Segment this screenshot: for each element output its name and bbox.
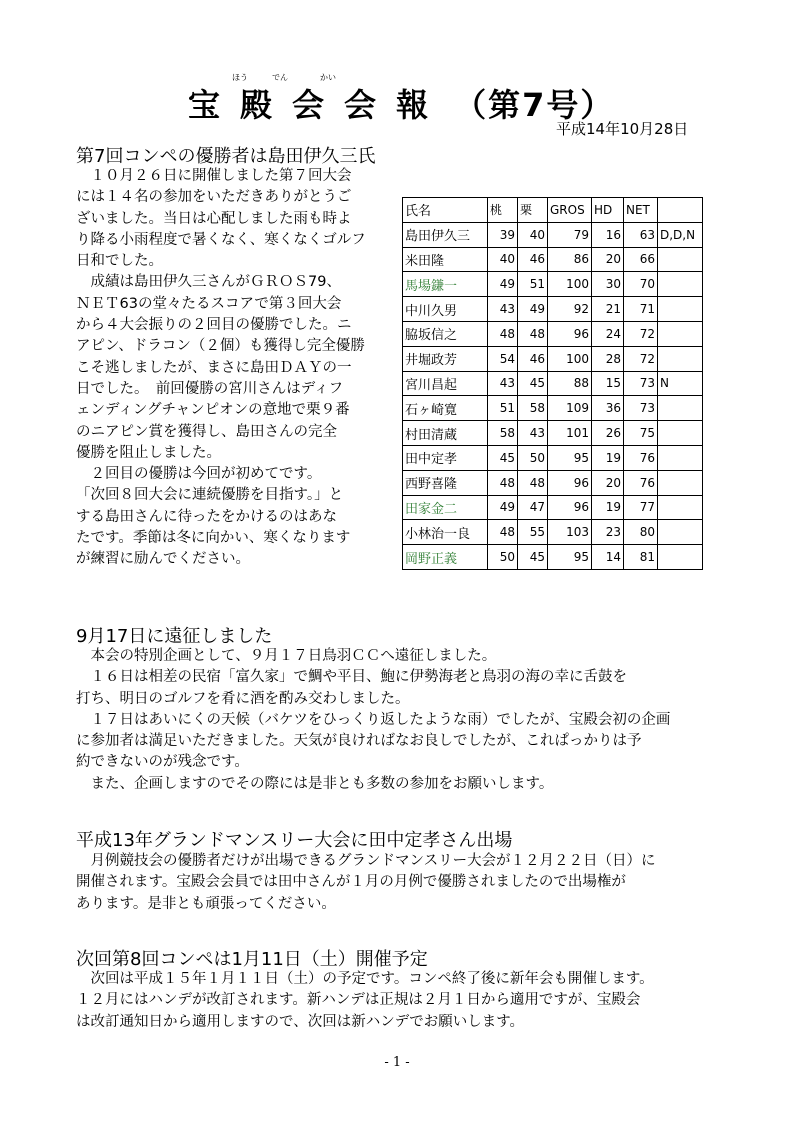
article3-heading: 平成13年グランドマンスリー大会に田中定孝さん出場 [76,830,513,851]
cell-hd: 30 [592,272,624,297]
cell-hd: 20 [592,247,624,272]
cell-net: 66 [624,247,658,272]
cell-hd: 14 [592,545,624,570]
article1-line: り降る小雨程度で暑くなく、寒くなくゴルフ [76,231,366,248]
cell-kuri: 58 [518,396,548,421]
cell-net: 63 [624,222,658,247]
article1-line: １０月２６日に開催しました第７回大会 [76,168,352,184]
article1-line: から４大会振りの２回目の優勝でした。ニ [76,317,352,334]
ruby-den: でん [272,73,288,82]
article1-line: 日和でした。 [76,253,163,270]
cell-gros: 101 [548,421,592,446]
table-row [403,346,703,371]
article3-line: あります。是非とも頑張ってください。 [76,895,336,912]
cell-note [658,346,703,371]
cell-hd: 26 [592,421,624,446]
cell-momo: 48 [488,321,518,346]
cell-momo: 40 [488,247,518,272]
cell-name: 村田清蔵 [403,421,488,446]
article1-line: ざいました。当日は心配しました雨も時よ [76,210,352,227]
article2-line: また、企画しますのでその際には是非とも多数の参加をお願いします。 [76,775,554,792]
cell-net: 70 [624,272,658,297]
table-row [403,470,703,495]
cell-net: 77 [624,495,658,520]
cell-note [658,470,703,495]
cell-momo: 58 [488,421,518,446]
cell-kuri: 48 [518,321,548,346]
table-row [403,421,703,446]
cell-momo: 49 [488,495,518,520]
article2-line: に参加者は満足いただきました。天気が良ければなお良しでしたが、これぱっかりは予 [76,733,642,750]
cell-gros: 79 [548,222,592,247]
article4-line: は改訂通知日から適用しますので、次回は新ハンデでお願いします。 [76,1013,525,1030]
article3-body [76,851,726,915]
cell-gros: 92 [548,297,592,322]
table-header-row [403,198,703,223]
cell-kuri: 50 [518,445,548,470]
article2-line: 約できないのが残念です。 [76,754,249,771]
table-row [403,297,703,322]
cell-gros: 88 [548,371,592,396]
article1-line: ２回目の優勝は今回が初めてです。 [76,466,322,483]
table-row [403,445,703,470]
table-header-cell: NET [624,198,658,223]
cell-net: 73 [624,396,658,421]
table-row [403,495,703,520]
table-row [403,371,703,396]
cell-gros: 96 [548,321,592,346]
cell-name: 井堀政芳 [403,346,488,371]
article1-body [76,166,396,571]
title-glyph: 殿 [240,86,275,124]
cell-name: 西野喜隆 [403,470,488,495]
cell-note [658,495,703,520]
cell-note: N [658,371,703,396]
article1-line: が練習に励んでください。 [76,551,250,568]
article1-line: する島田さんに待ったをかけるのはあな [76,508,337,525]
cell-net: 76 [624,470,658,495]
table-row [403,222,703,247]
cell-net: 71 [624,297,658,322]
page-number: - 1 - [384,1055,410,1070]
article1-line: こそ逃しましたが、まさに島田ＤＡＹの一 [76,359,352,376]
cell-name: 小林治一良 [403,520,488,545]
article1-line: 日でした。 前回優勝の宮川さんはディフ [76,380,344,397]
table-header-cell [658,198,703,223]
cell-name: 田家金二 [403,495,488,520]
cell-net: 76 [624,445,658,470]
cell-hd: 16 [592,222,624,247]
cell-momo: 45 [488,445,518,470]
table-row [403,321,703,346]
article2-line: １７日はあいにくの天候（バケツをひっくり返したような雨）でしたが、宝殿会初の企画 [76,711,671,728]
cell-hd: 21 [592,297,624,322]
article4-heading: 次回第8回コンペは1月11日（土）開催予定 [76,949,428,970]
table-row [403,396,703,421]
cell-gros: 96 [548,470,592,495]
article1-line: たです。季節は冬に向かい、寒くなります [76,530,351,547]
ruby-ho: ほう [232,73,248,82]
article4-line: １２月にはハンデが改訂されます。新ハンデは正規は２月１日から適用ですが、宝殿会 [76,992,641,1009]
newsletter-title [188,80,614,126]
cell-note: D,D,N [658,222,703,247]
cell-gros: 100 [548,272,592,297]
cell-gros: 95 [548,445,592,470]
article2-line: 本会の特別企画として、９月１７日鳥羽ＣＣへ遠征しました。 [76,648,497,664]
cell-hd: 19 [592,445,624,470]
cell-kuri: 46 [518,247,548,272]
article1-line: アピン、ドラコン（２個）も獲得し完全優勝 [76,338,365,355]
article4-line: 次回は平成１５年１月１１日（土）の予定です。コンペ終了後に新年会も開催します。 [76,971,654,987]
cell-net: 72 [624,321,658,346]
cell-gros: 96 [548,495,592,520]
article1-line: ＮＥＴ63の堂々たるスコアで第３回大会 [76,295,342,312]
cell-kuri: 48 [518,470,548,495]
cell-kuri: 51 [518,272,548,297]
article1-line: のニアピン賞を獲得し、島田さんの完全 [76,423,337,440]
cell-name: 宮川昌起 [403,371,488,396]
cell-hd: 23 [592,520,624,545]
cell-kuri: 55 [518,520,548,545]
cell-kuri: 43 [518,421,548,446]
cell-net: 73 [624,371,658,396]
cell-name: 中川久男 [403,297,488,322]
title-glyph: 宝 [188,86,223,124]
table-header-cell: 桃 [488,198,518,223]
cell-name: 馬場鎌一 [403,272,488,297]
table-row [403,272,703,297]
cell-name: 島田伊久三 [403,222,488,247]
cell-momo: 54 [488,346,518,371]
cell-kuri: 47 [518,495,548,520]
issue-date: 平成14年10月28日 [556,120,689,138]
results-table [402,197,703,570]
table-header-cell: GROS [548,198,592,223]
article4-body [76,969,726,1033]
cell-note [658,396,703,421]
cell-note [658,445,703,470]
ruby-kai: かい [320,73,336,82]
cell-kuri: 46 [518,346,548,371]
cell-note [658,421,703,446]
cell-momo: 48 [488,520,518,545]
table-header-cell: HD [592,198,624,223]
article1-line: 優勝を阻止しました。 [76,444,221,461]
table-header-cell: 栗 [518,198,548,223]
table-header-cell: 氏名 [403,198,488,223]
cell-gros: 109 [548,396,592,421]
cell-momo: 49 [488,272,518,297]
cell-name: 米田隆 [403,247,488,272]
cell-note [658,247,703,272]
table-row [403,520,703,545]
cell-name: 田中定孝 [403,445,488,470]
article2-line: 打ち、明日のゴルフを肴に酒を酌み交わしました。 [76,690,410,707]
article2-heading: 9月17日に遠征しました [76,626,273,647]
cell-kuri: 45 [518,545,548,570]
cell-note [658,297,703,322]
article1-line: 成績は島田伊久三さんがＧＲＯＳ79、 [76,274,341,291]
cell-momo: 43 [488,297,518,322]
cell-note [658,520,703,545]
cell-net: 72 [624,346,658,371]
article1-line: 「次回８回大会に連続優勝を目指す。」と [76,487,344,504]
cell-momo: 51 [488,396,518,421]
cell-hd: 24 [592,321,624,346]
article3-line: 月例競技会の優勝者だけが出場できるグランドマンスリー大会が１２月２２日（日）に [76,853,656,869]
cell-hd: 36 [592,396,624,421]
title-glyph: 報 [396,86,431,124]
cell-name: 脇坂信之 [403,321,488,346]
cell-momo: 43 [488,371,518,396]
cell-net: 75 [624,421,658,446]
cell-gros: 86 [548,247,592,272]
cell-momo: 48 [488,470,518,495]
cell-hd: 15 [592,371,624,396]
cell-note [658,321,703,346]
cell-name: 石ヶ崎寛 [403,396,488,421]
cell-gros: 95 [548,545,592,570]
article2-body [76,646,726,795]
title-glyph: 会 [344,86,379,124]
table-row [403,545,703,570]
cell-note [658,272,703,297]
article2-line: １６日は相差の民宿「富久家」で鯛や平目、鮑に伊勢海老と鳥羽の海の幸に舌鼓を [76,669,627,686]
cell-gros: 103 [548,520,592,545]
issue-number: （第7号） [454,86,615,124]
title-glyph: 会 [292,86,327,124]
cell-name: 岡野正義 [403,545,488,570]
cell-hd: 20 [592,470,624,495]
cell-net: 80 [624,520,658,545]
cell-momo: 50 [488,545,518,570]
cell-kuri: 49 [518,297,548,322]
cell-net: 81 [624,545,658,570]
article1-line: には１４名の参加をいただきありがとうご [76,189,352,206]
article1-line: ェンディングチャンピオンの意地で栗９番 [76,402,350,419]
article1-heading: 第7回コンペの優勝者は島田伊久三氏 [76,146,376,167]
cell-kuri: 45 [518,371,548,396]
cell-hd: 28 [592,346,624,371]
article3-line: 開催されます。宝殿会会員では田中さんが１月の月例で優勝されましたので出場権が [76,874,626,891]
cell-gros: 100 [548,346,592,371]
cell-momo: 39 [488,222,518,247]
cell-kuri: 40 [518,222,548,247]
table-row [403,247,703,272]
cell-hd: 19 [592,495,624,520]
cell-note [658,545,703,570]
